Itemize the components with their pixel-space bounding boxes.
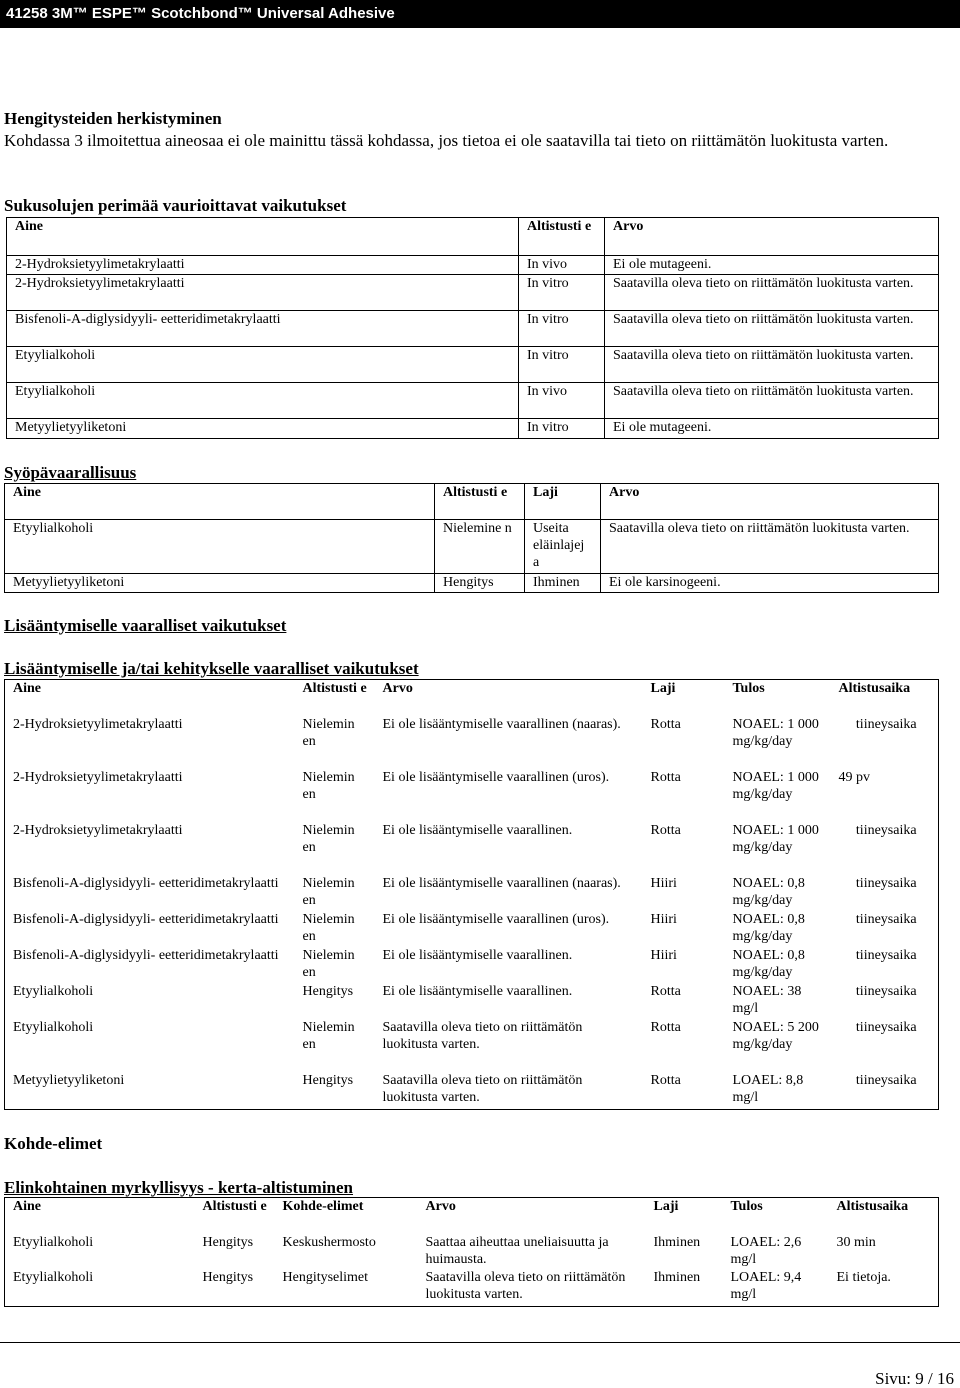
cell-altistusaika: tiineysaika <box>855 947 917 963</box>
cell-arvo: Saattaa aiheuttaa uneliaisuutta ja huimausta. <box>425 1234 609 1267</box>
table-row <box>5 1019 939 1072</box>
col-header: Altistusti e <box>519 218 605 256</box>
cell-aine: 2-Hydroksietyylimetakrylaatti <box>7 256 519 275</box>
cell-laji: Ihminen <box>525 574 601 593</box>
respiratory-text: Kohdassa 3 ilmoitettua aineosaa ei ole mainittu tässä kohdassa, jos tietoa ei ole saatavilla tai tieto on riittämätön luokitusta varten. <box>4 131 889 150</box>
cell-arvo: Saatavilla oleva tieto on riittämätön luokitusta varten. <box>605 383 939 419</box>
cell-tulos: LOAEL: 9,4 mg/l <box>730 1269 802 1302</box>
col-header: Altistusaika <box>836 1199 909 1214</box>
cell-laji: Hiiri <box>650 875 677 891</box>
table-row <box>5 983 939 1019</box>
cell-altistus: Nielemin en <box>302 875 355 908</box>
germ-table <box>6 217 939 439</box>
cell-aine: Metyylietyyliketoni <box>13 1072 125 1088</box>
cell-arvo: Ei ole lisääntymiselle vaarallinen (naaras). <box>382 875 621 891</box>
cell-arvo: Ei ole lisääntymiselle vaarallinen (naaras). <box>382 716 621 732</box>
table-row <box>5 1269 939 1307</box>
repro-table <box>4 679 939 1110</box>
document-header: 41258 3M™ ESPE™ Scotchbond™ Universal Adhesive <box>0 0 960 28</box>
col-header: Altistusaika <box>838 681 911 696</box>
cell-aine: Bisfenoli-A-diglysidyyli- eetteridimetakrylaatti <box>13 875 279 891</box>
cell-altistusaika: tiineysaika <box>855 716 917 732</box>
table-row <box>5 911 939 947</box>
table-row <box>5 875 939 911</box>
cell-altistusaika: tiineysaika <box>855 822 917 838</box>
cell-aine: 2-Hydroksietyylimetakrylaatti <box>13 822 183 838</box>
cell-aine: 2-Hydroksietyylimetakrylaatti <box>13 716 183 732</box>
cell-laji: Useita eläinlajej a <box>525 520 601 574</box>
table-row <box>7 419 939 439</box>
cell-aine: Etyylialkoholi <box>5 520 435 574</box>
cell-arvo: Saatavilla oleva tieto on riittämätön luokitusta varten. <box>601 520 939 574</box>
table-header-row <box>5 680 939 716</box>
cell-arvo: Saatavilla oleva tieto on riittämätön luokitusta varten. <box>382 1019 583 1052</box>
table-row <box>5 520 939 574</box>
page-number: Sivu: 9 / 16 <box>875 1369 954 1388</box>
col-header: Laji <box>650 681 676 696</box>
cell-laji: Rotta <box>650 716 681 732</box>
col-header: Kohde-elimet <box>282 1199 364 1214</box>
cell-altistus: Hengitys <box>202 1234 254 1250</box>
respiratory-title: Hengitysteiden herkistyminen <box>4 109 222 128</box>
cell-altistusaika: tiineysaika <box>855 875 917 891</box>
table-row <box>7 311 939 347</box>
footer-divider <box>0 1342 960 1343</box>
cell-kohde: Hengityselimet <box>282 1269 369 1285</box>
cell-altistusaika: Ei tietoja. <box>836 1269 891 1285</box>
cell-aine: Etyylialkoholi <box>7 347 519 383</box>
cell-arvo: Saatavilla oleva tieto on riittämätön luokitusta varten. <box>425 1269 626 1302</box>
cell-tulos: LOAEL: 2,6 mg/l <box>730 1234 802 1267</box>
cell-kohde: Keskushermosto <box>282 1234 376 1250</box>
cell-arvo: Ei ole mutageeni. <box>605 419 939 439</box>
col-header: Tulos <box>732 681 765 696</box>
table-row <box>5 1234 939 1269</box>
table-row <box>5 769 939 822</box>
table-row <box>5 947 939 983</box>
cell-altistusaika: 49 pv <box>838 769 870 785</box>
cell-laji: Rotta <box>650 822 681 838</box>
col-header: Laji <box>653 1199 679 1214</box>
cell-aine: Bisfenoli-A-diglysidyyli- eetteridimetakrylaatti <box>13 911 279 927</box>
cell-laji: Hiiri <box>650 911 677 927</box>
cell-aine: 2-Hydroksietyylimetakrylaatti <box>7 275 519 311</box>
cell-laji: Rotta <box>650 769 681 785</box>
col-header: Arvo <box>605 218 939 256</box>
table-row <box>5 574 939 593</box>
cell-laji: Hiiri <box>650 947 677 963</box>
col-header: Aine <box>13 1199 41 1214</box>
cell-tulos: NOAEL: 0,8 mg/kg/day <box>732 875 805 908</box>
cell-altistus: Nielemin en <box>302 947 355 980</box>
col-header: Aine <box>7 218 519 256</box>
cell-arvo: Ei ole karsinogeeni. <box>601 574 939 593</box>
cell-altistus: Hengitys <box>202 1269 254 1285</box>
cell-arvo: Ei ole lisääntymiselle vaarallinen (uros). <box>382 769 610 785</box>
col-header: Laji <box>525 484 601 520</box>
cell-altistusaika: tiineysaika <box>855 1072 917 1088</box>
table-row <box>5 1072 939 1110</box>
cell-altistus: In vivo <box>519 256 605 275</box>
cell-altistus: Hengitys <box>302 1072 354 1088</box>
cell-laji: Ihminen <box>653 1234 701 1250</box>
cell-altistus: Hengitys <box>435 574 525 593</box>
cell-laji: Rotta <box>650 1072 681 1088</box>
cell-arvo: Saatavilla oleva tieto on riittämätön luokitusta varten. <box>605 347 939 383</box>
cell-altistus: In vitro <box>519 347 605 383</box>
cell-aine: Etyylialkoholi <box>7 383 519 419</box>
target-title: Kohde-elimet <box>4 1134 103 1153</box>
cell-altistus: Nielemine n <box>435 520 525 574</box>
cell-arvo: Ei ole lisääntymiselle vaarallinen. <box>382 983 573 999</box>
table-header-row <box>5 484 939 520</box>
table-row <box>7 256 939 275</box>
cell-aine: Etyylialkoholi <box>13 983 94 999</box>
cell-altistus: Hengitys <box>302 983 354 999</box>
carcino-table <box>4 483 939 593</box>
cell-tulos: NOAEL: 38 mg/l <box>732 983 802 1016</box>
cell-altistusaika: tiineysaika <box>855 911 917 927</box>
cell-tulos: NOAEL: 1 000 mg/kg/day <box>732 716 819 749</box>
cell-aine: Etyylialkoholi <box>13 1019 94 1035</box>
cell-altistus: In vivo <box>519 383 605 419</box>
repro-title: Lisääntymiselle vaaralliset vaikutukset <box>4 616 287 635</box>
cell-altistusaika: tiineysaika <box>855 1019 917 1035</box>
cell-altistus: Nielemin en <box>302 1019 355 1052</box>
target-subtitle: Elinkohtainen myrkyllisyys - kerta-altistuminen <box>4 1178 354 1197</box>
cell-tulos: NOAEL: 5 200 mg/kg/day <box>732 1019 819 1052</box>
carcino-title: Syöpävaarallisuus <box>4 463 137 482</box>
cell-tulos: NOAEL: 1 000 mg/kg/day <box>732 769 819 802</box>
col-header: Altistusti e <box>435 484 525 520</box>
repro-subtitle: Lisääntymiselle ja/tai kehitykselle vaaralliset vaikutukset <box>4 659 419 678</box>
cell-laji: Rotta <box>650 983 681 999</box>
cell-tulos: NOAEL: 1 000 mg/kg/day <box>732 822 819 855</box>
table-row <box>7 383 939 419</box>
cell-altistus: Nielemin en <box>302 911 355 944</box>
germ-title: Sukusolujen perimää vaurioittavat vaikutukset <box>4 196 347 215</box>
table-header-row <box>5 1198 939 1234</box>
cell-altistus: In vitro <box>519 419 605 439</box>
col-header: Arvo <box>382 681 413 696</box>
cell-laji: Ihminen <box>653 1269 701 1285</box>
cell-arvo: Saatavilla oleva tieto on riittämätön luokitusta varten. <box>605 275 939 311</box>
cell-aine: Bisfenoli-A-diglysidyyli- eetteridimetakrylaatti <box>7 311 519 347</box>
cell-arvo: Saatavilla oleva tieto on riittämätön luokitusta varten. <box>382 1072 583 1105</box>
cell-aine: Bisfenoli-A-diglysidyyli- eetteridimetakrylaatti <box>13 947 279 963</box>
cell-laji: Rotta <box>650 1019 681 1035</box>
cell-altistus: In vitro <box>519 311 605 347</box>
cell-aine: Metyylietyyliketoni <box>7 419 519 439</box>
cell-altistus: Nielemin en <box>302 769 355 802</box>
table-row <box>5 716 939 769</box>
cell-arvo: Saatavilla oleva tieto on riittämätön luokitusta varten. <box>605 311 939 347</box>
cell-arvo: Ei ole lisääntymiselle vaarallinen (uros). <box>382 911 610 927</box>
table-row <box>7 275 939 311</box>
col-header: Altistusti e <box>202 1199 267 1214</box>
cell-altistusaika: 30 min <box>836 1234 876 1250</box>
table-header-row <box>7 218 939 256</box>
cell-aine: Etyylialkoholi <box>13 1234 94 1250</box>
cell-tulos: NOAEL: 0,8 mg/kg/day <box>732 911 805 944</box>
cell-altistus: Nielemin en <box>302 822 355 855</box>
target-table <box>4 1197 939 1307</box>
cell-arvo: Ei ole lisääntymiselle vaarallinen. <box>382 822 573 838</box>
cell-altistus: In vitro <box>519 275 605 311</box>
cell-tulos: LOAEL: 8,8 mg/l <box>732 1072 804 1105</box>
cell-arvo: Ei ole mutageeni. <box>605 256 939 275</box>
col-header: Arvo <box>601 484 939 520</box>
cell-tulos: NOAEL: 0,8 mg/kg/day <box>732 947 805 980</box>
table-row <box>7 347 939 383</box>
cell-aine: 2-Hydroksietyylimetakrylaatti <box>13 769 183 785</box>
cell-aine: Etyylialkoholi <box>13 1269 94 1285</box>
col-header: Altistusti e <box>302 681 367 696</box>
cell-altistus: Nielemin en <box>302 716 355 749</box>
col-header: Arvo <box>425 1199 456 1214</box>
cell-arvo: Ei ole lisääntymiselle vaarallinen. <box>382 947 573 963</box>
cell-altistusaika: tiineysaika <box>855 983 917 999</box>
cell-aine: Metyylietyyliketoni <box>5 574 435 593</box>
col-header: Tulos <box>730 1199 763 1214</box>
col-header: Aine <box>13 681 41 696</box>
table-row <box>5 822 939 875</box>
col-header: Aine <box>5 484 435 520</box>
